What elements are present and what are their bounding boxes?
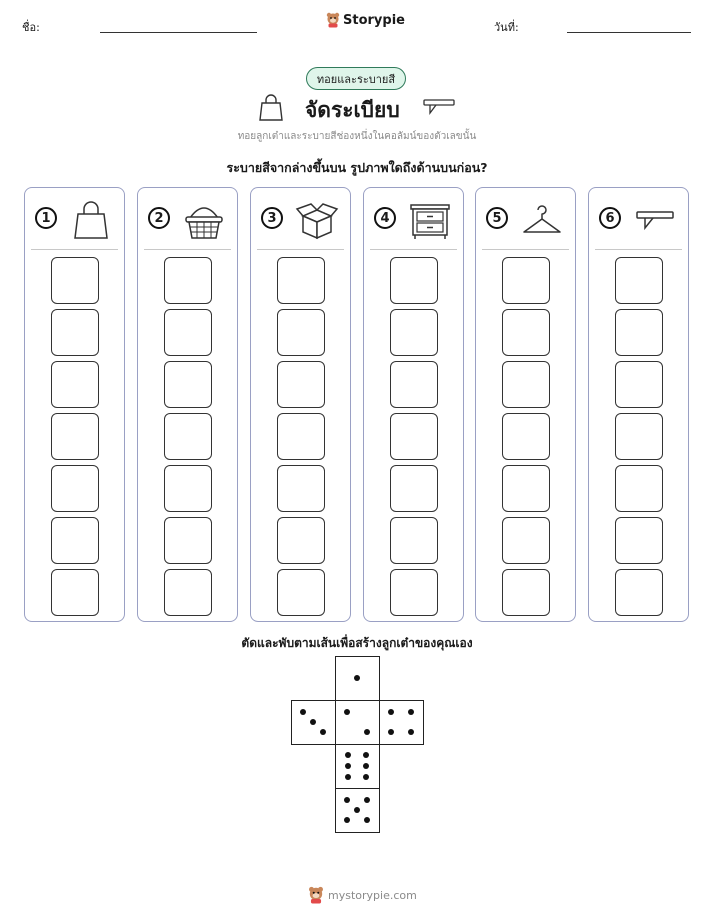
pip [354,807,360,813]
date-label: วันที่: [494,21,519,34]
color-cell[interactable] [502,361,550,408]
shelf-icon [422,98,456,116]
column-4 [363,187,464,622]
shelf-icon [633,200,677,240]
color-cell[interactable] [615,413,663,460]
column-number: 6 [599,207,621,229]
color-cell[interactable] [390,257,438,304]
column-divider [31,249,118,250]
color-cell[interactable] [390,517,438,564]
pip [310,719,316,725]
color-cell[interactable] [502,413,550,460]
color-cell[interactable] [51,517,99,564]
color-cell[interactable] [615,309,663,356]
color-cell[interactable] [164,257,212,304]
column-number: 1 [35,207,57,229]
pip [345,763,351,769]
die-face-2 [335,700,380,745]
activity-tag: ทอยและระบายสี [306,67,406,90]
footer [308,886,417,904]
pip [408,729,414,735]
color-cell[interactable] [164,465,212,512]
pip [363,774,369,780]
die-face-1 [335,656,380,701]
column-5 [475,187,576,622]
pip [364,797,370,803]
box-icon [295,200,339,240]
color-cell[interactable] [390,569,438,616]
color-cell[interactable] [277,569,325,616]
nightstand-icon [408,200,452,240]
date-line [567,32,691,33]
die-face-5 [335,788,380,833]
color-cell[interactable] [51,465,99,512]
color-cell[interactable] [164,517,212,564]
pip [388,709,394,715]
footer-site: mystorypie.com [328,888,417,902]
color-cell[interactable] [277,517,325,564]
shopping-bag-icon [258,94,284,122]
column-number: 5 [486,207,508,229]
color-cell[interactable] [51,413,99,460]
die-face-4 [379,700,424,745]
color-cell[interactable] [277,465,325,512]
color-cell[interactable] [277,361,325,408]
color-cell[interactable] [51,309,99,356]
pip [363,763,369,769]
page-title: จัดระเบียบ [305,98,400,122]
pip [344,797,350,803]
pip [354,675,360,681]
pip [300,709,306,715]
column-divider [595,249,682,250]
bear-mascot-icon [326,12,340,28]
column-number: 3 [261,207,283,229]
color-cell[interactable] [277,257,325,304]
column-3 [250,187,351,622]
column-6 [588,187,689,622]
shopping-bag-icon [69,200,113,240]
column-divider [482,249,569,250]
column-number: 2 [148,207,170,229]
color-cell[interactable] [502,257,550,304]
color-cell[interactable] [277,413,325,460]
name-line [100,32,257,33]
pip [364,729,370,735]
question: ระบายสีจากล่างขึ้นบน รูปภาพใดถึงด้านบนก่อน? [226,160,488,175]
pip [345,752,351,758]
column-divider [144,249,231,250]
die-face-6 [335,744,380,789]
color-cell[interactable] [277,309,325,356]
color-cell[interactable] [502,569,550,616]
color-cell[interactable] [615,569,663,616]
column-1 [24,187,125,622]
pip [364,817,370,823]
dice-instruction: ตัดและพับตามเส้นเพื่อสร้างลูกเต๋าของคุณเอง [241,636,473,650]
color-cell[interactable] [390,309,438,356]
storypie-logo [326,12,405,28]
color-cell[interactable] [51,569,99,616]
color-cell[interactable] [502,309,550,356]
column-number: 4 [374,207,396,229]
color-cell[interactable] [502,465,550,512]
column-divider [257,249,344,250]
color-cell[interactable] [615,517,663,564]
brand-name: Storypie [343,12,405,28]
color-cell[interactable] [615,361,663,408]
pip [408,709,414,715]
color-cell[interactable] [390,413,438,460]
color-cell[interactable] [164,413,212,460]
pip [320,729,326,735]
die-face-3 [291,700,336,745]
pip [363,752,369,758]
color-cell[interactable] [164,309,212,356]
name-label: ชื่อ: [22,21,40,34]
hanger-icon [520,200,564,240]
pip [344,817,350,823]
color-cell[interactable] [164,361,212,408]
pip [345,774,351,780]
column-divider [370,249,457,250]
pip [344,709,350,715]
color-cell[interactable] [51,361,99,408]
bear-mascot-icon [308,886,324,904]
column-2 [137,187,238,622]
pip [388,729,394,735]
color-cell[interactable] [51,257,99,304]
color-cell[interactable] [390,361,438,408]
color-cell[interactable] [615,257,663,304]
color-cell[interactable] [502,517,550,564]
instructions: ทอยลูกเต๋าและระบายสีช่องหนึ่งในคอลัมน์ของตัวเลขนั้น [237,131,477,142]
color-cell[interactable] [615,465,663,512]
basket-icon [182,200,226,240]
color-cell[interactable] [390,465,438,512]
color-cell[interactable] [164,569,212,616]
